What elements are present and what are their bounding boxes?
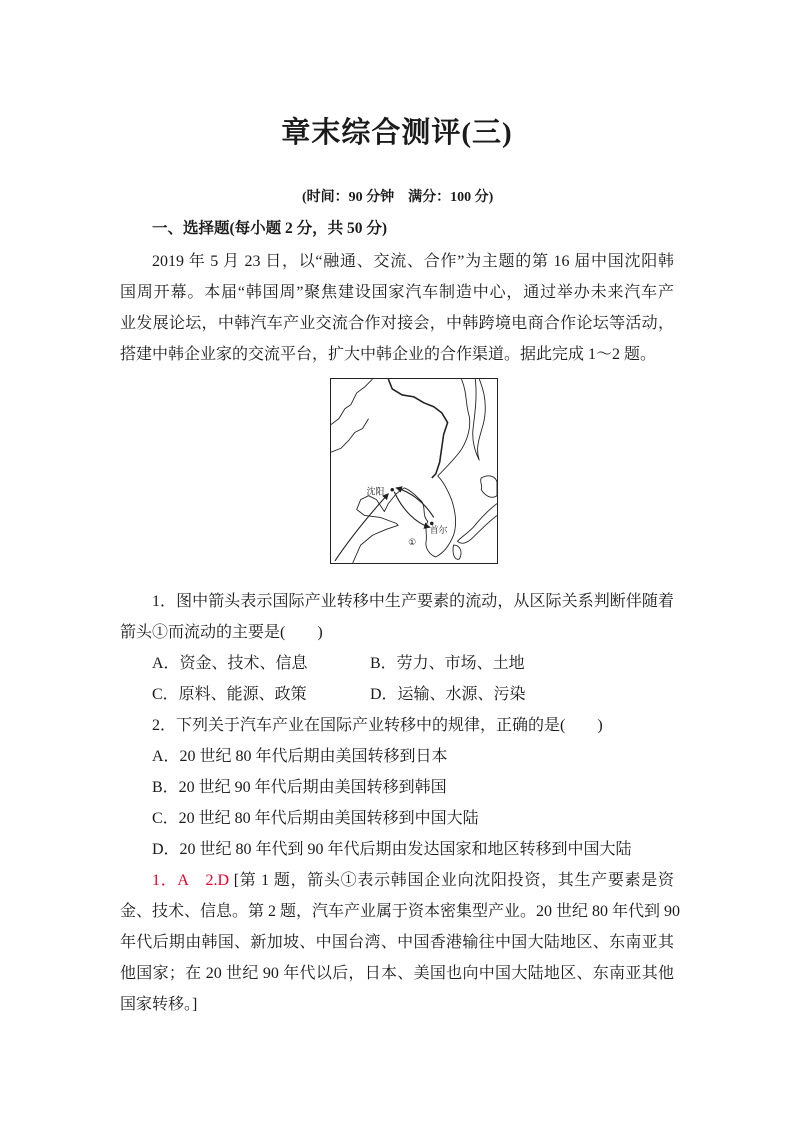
hokkaido-island bbox=[481, 476, 497, 497]
intro-line: 搭建中韩企业家的交流平台，扩大中韩企业的合作渠道。据此完成 1～2 题。 bbox=[120, 346, 657, 363]
long-flow-arrow bbox=[335, 494, 388, 561]
russia-coastline bbox=[438, 379, 470, 476]
q2-stem: 2．下列关于汽车产业在国际产业转移中的规律，正确的是( ) bbox=[152, 717, 603, 734]
answer-key: 1．A 2.D bbox=[152, 872, 230, 889]
q1-option-a: A．资金、技术、信息 bbox=[152, 655, 308, 672]
honshu-island bbox=[457, 504, 497, 544]
q1-option-c: C．原料、能源、政策 bbox=[152, 686, 307, 703]
shenyang-dot bbox=[390, 488, 394, 492]
q1-stem-line: 箭头①而流动的主要是( ) bbox=[120, 624, 323, 641]
exam-meta: (时间：90 分钟 满分：100 分) bbox=[302, 190, 494, 205]
answer-line: 金、技术、信息。第 2 题，汽车产业属于资本密集型产业。20 世纪 80 年代到 90 bbox=[120, 903, 681, 920]
liaodong-bohai-coast bbox=[353, 488, 404, 563]
answer-line: 他国家；在 20 世纪 90 年代以后，日本、美国也向中国大陆地区、东南亚其他 bbox=[120, 965, 674, 982]
answer-line: 国家转移。] bbox=[120, 996, 198, 1013]
answer-text: [第 1 题，箭头①表示韩国企业向沈阳投资，其生产要素是资 bbox=[233, 872, 674, 889]
sakhalin-island bbox=[473, 379, 485, 460]
label-arrow-1: ① bbox=[408, 538, 417, 549]
questions bbox=[120, 586, 681, 1020]
label-shenyang: 沈阳 bbox=[366, 487, 385, 498]
q1-options-row bbox=[120, 679, 674, 710]
answer-line bbox=[120, 865, 674, 896]
seoul-dot bbox=[430, 522, 434, 526]
intro-paragraph bbox=[120, 246, 674, 370]
q2-option-c: C．20 世纪 80 年代后期由美国转移到中国大陆 bbox=[152, 810, 479, 827]
map-svg bbox=[331, 379, 497, 563]
q2-option-d: D．20 世纪 80 年代到 90 年代后期由发达国家和地区转移到中国大陆 bbox=[152, 841, 632, 858]
intro-line: 业发展论坛，中韩汽车产业交流合作对接会，中韩跨境电商合作论坛等活动， bbox=[120, 315, 674, 332]
section-heading: 一、选择题(每小题 2 分，共 50 分) bbox=[152, 220, 388, 237]
q1-option-b: B．劳力、市场、土地 bbox=[370, 655, 525, 672]
page-title: 章末综合测评(三) bbox=[281, 117, 513, 149]
border-line-inner bbox=[331, 419, 369, 453]
border-line-west bbox=[331, 379, 373, 424]
q1-option-d: D．运输、水源、污染 bbox=[370, 686, 526, 703]
northeast-asia-map bbox=[330, 378, 498, 564]
q1-options-row bbox=[120, 648, 674, 679]
intro-line: 2019 年 5 月 23 日，以“融通、交流、合作”为主题的第 16 届中国沈阳韩 bbox=[152, 253, 674, 270]
q1-stem-line: 1．图中箭头表示国际产业转移中生产要素的流动，从区际关系判断伴随着 bbox=[152, 593, 674, 610]
q2-option-a: A．20 世纪 80 年代后期由美国转移到日本 bbox=[152, 748, 448, 765]
label-seoul: 首尔 bbox=[429, 526, 448, 537]
amur-border bbox=[388, 379, 447, 478]
kyushu-island bbox=[453, 545, 461, 559]
answer-line: 年代后期由韩国、新加坡、中国台湾、中国香港输往中国大陆地区、东南亚其 bbox=[120, 934, 674, 951]
arrow-to-seoul bbox=[394, 492, 430, 528]
q2-option-b: B．20 世纪 90 年代后期由美国转移到韩国 bbox=[152, 779, 447, 796]
intro-line: 国周开幕。本届“韩国周”聚焦建设国家汽车制造中心，通过举办未来汽车产 bbox=[120, 284, 674, 301]
arrow-1-to-shenyang bbox=[396, 488, 434, 518]
